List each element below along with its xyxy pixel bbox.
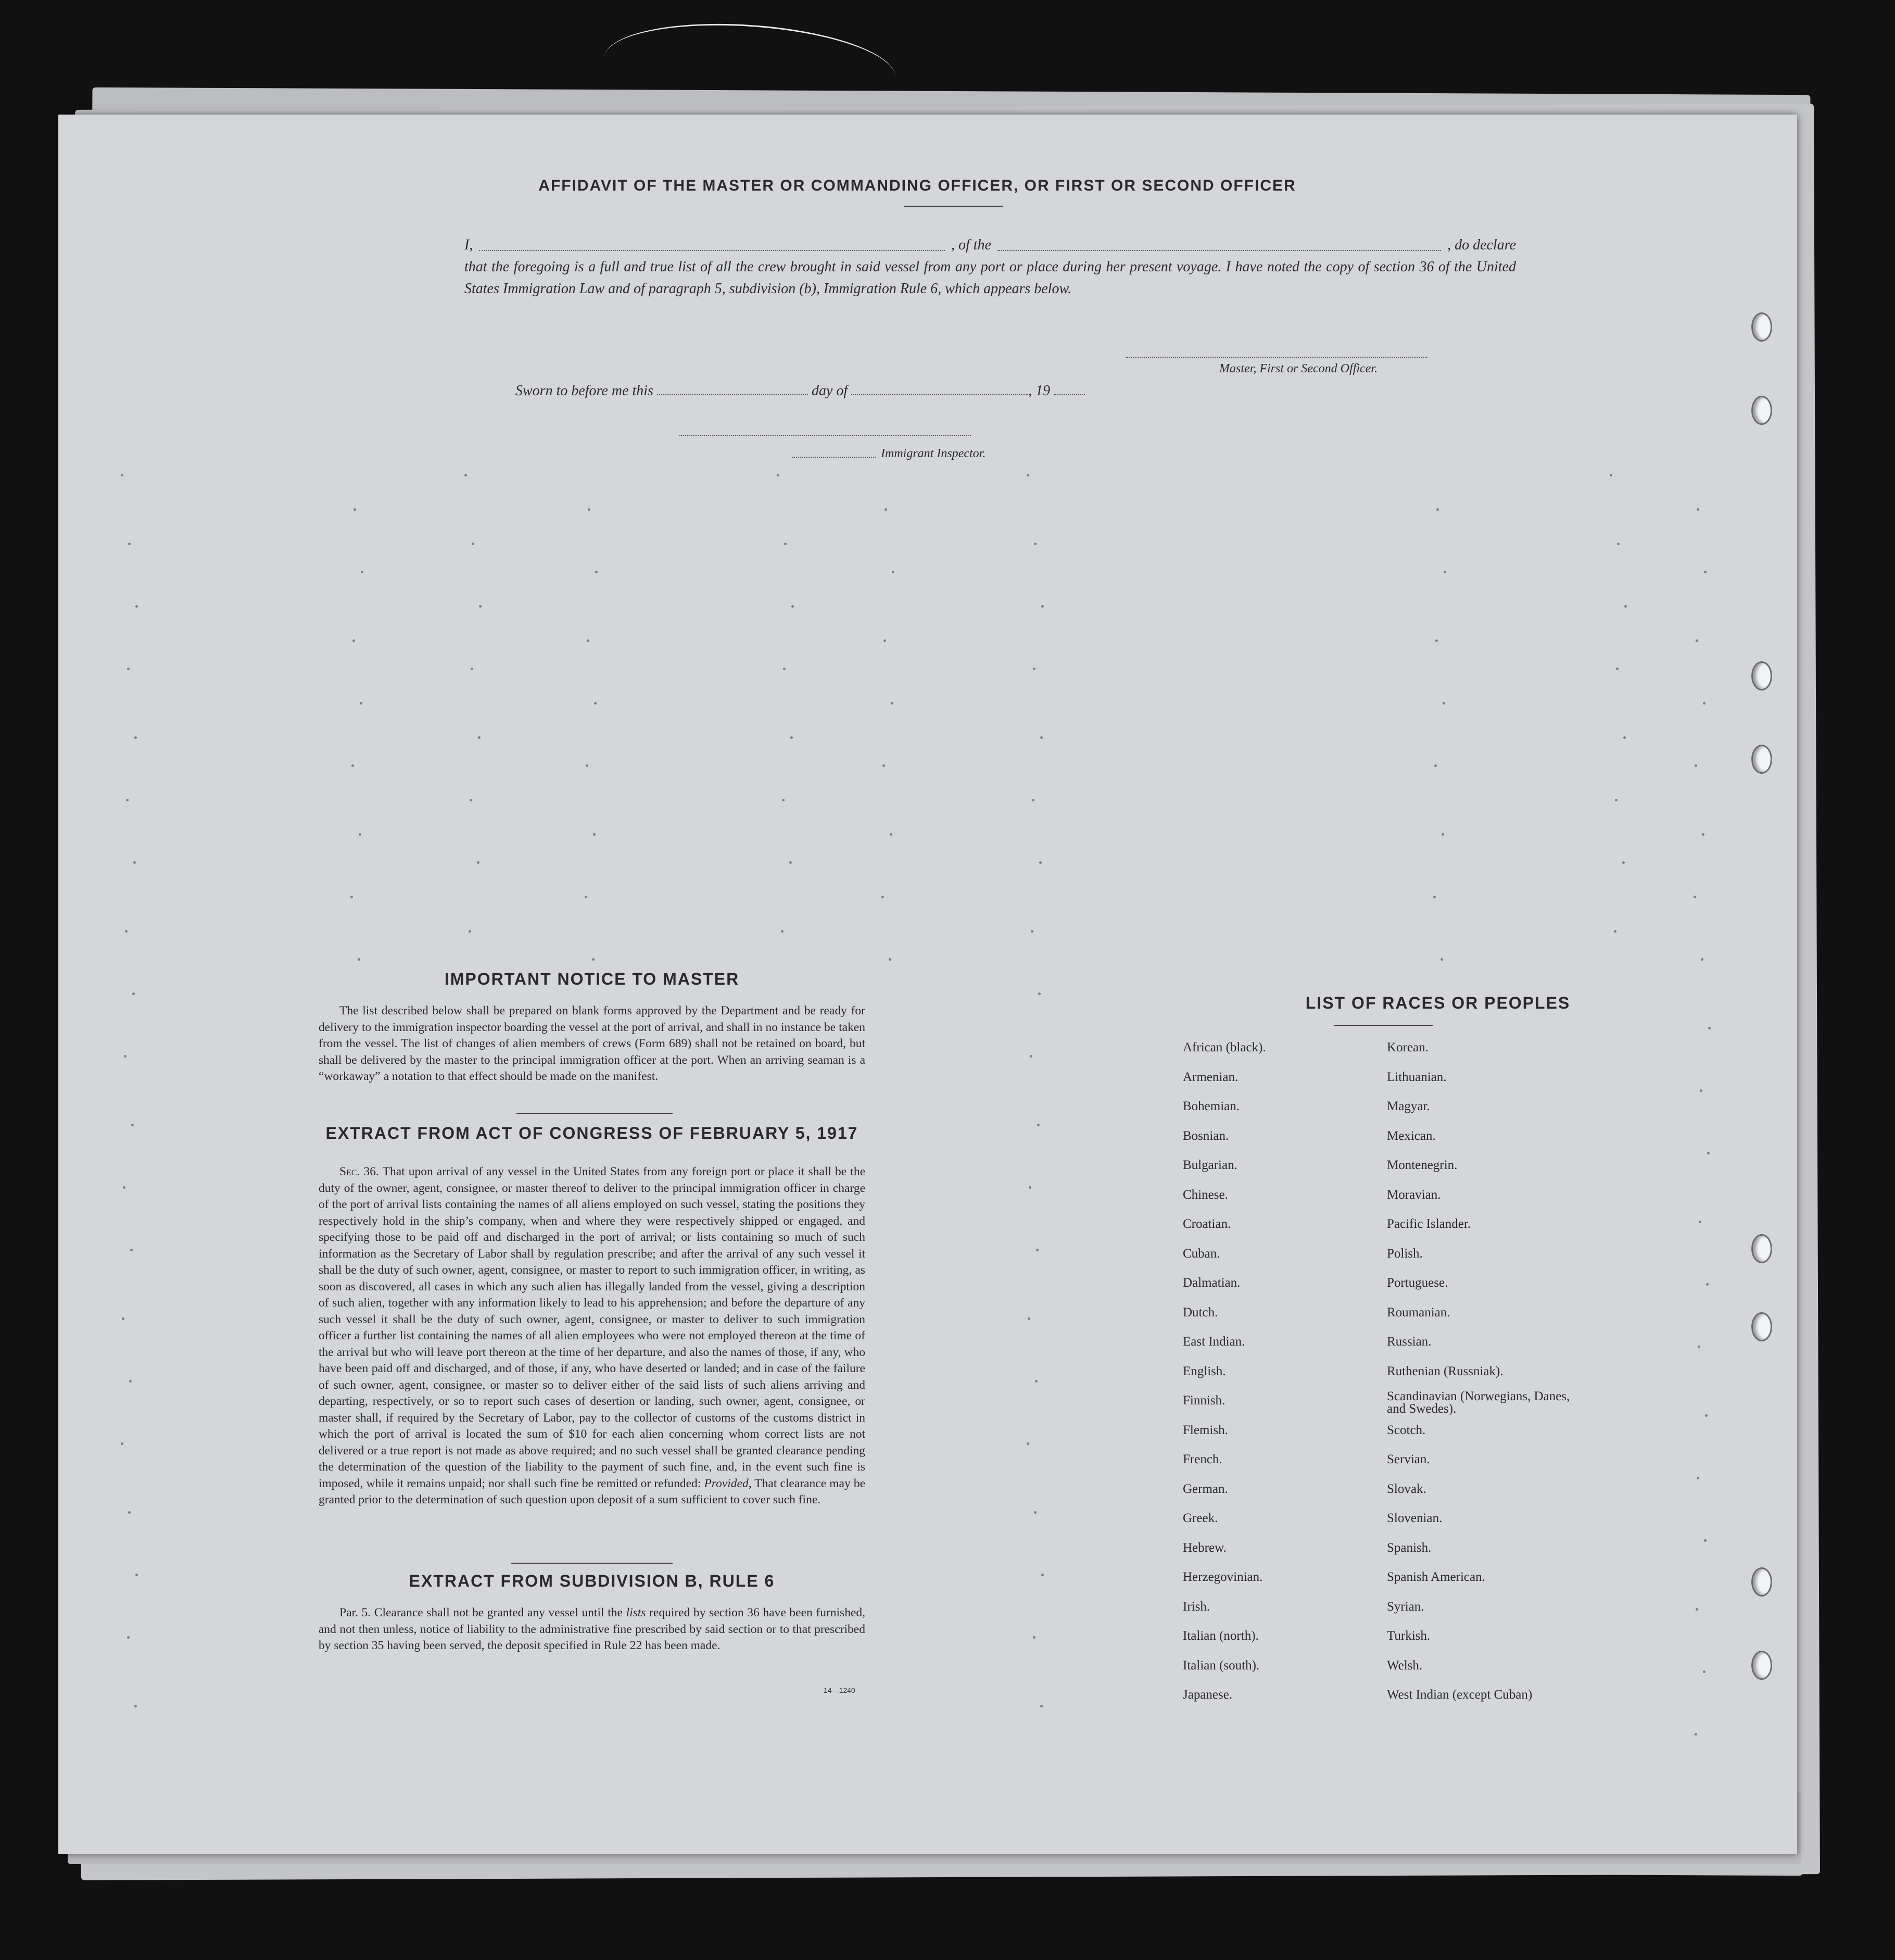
bleed-dot <box>781 930 784 933</box>
subdivision-text-b: required by section 36 have been furnished, and not then unless, notice of liability to the administrative fine prescribed by said section or to that prescribed by section 35 having been served, the deposit specified in Rule 22 has been made. <box>319 1606 866 1652</box>
bleed-dot <box>1705 1414 1708 1417</box>
race-item: Japanese. <box>1183 1688 1233 1702</box>
race-item: Polish. <box>1387 1246 1423 1261</box>
sworn-year: , 19 <box>1028 383 1051 399</box>
bleed-dot <box>135 605 138 608</box>
races-column-1 <box>1183 1033 1370 1710</box>
race-item: French. <box>1183 1452 1222 1466</box>
bleed-dot <box>1617 543 1620 545</box>
race-item: Scotch. <box>1387 1423 1426 1437</box>
bleed-dot <box>592 958 595 961</box>
bleed-dot <box>1697 508 1699 511</box>
bleed-dot <box>479 605 482 608</box>
bleed-dot <box>1038 992 1041 995</box>
notice-text: The list described below shall be prepared on blank forms approved by the Department and be ready for delivery to the immigration inspector boarding the vessel at the port of arrival, and shall in no instance be taken from the vessel. The list of changes of alien members of crews (Form 689) shall not be retained on board, but shall be delivered by the master to the principal immigration officer at the port. When an arriving seaman is a “workaway” a notation to that effect should be made on the manifest. <box>319 1004 865 1083</box>
bleed-dot <box>1041 1574 1044 1576</box>
bleed-dot <box>1703 1670 1706 1673</box>
bleed-dot <box>791 605 794 608</box>
subdivision-text-a: Clearance shall not be granted any vessel until the <box>374 1606 623 1619</box>
sworn-month-blank[interactable] <box>851 394 1028 395</box>
race-item: Irish. <box>1183 1599 1210 1614</box>
race-item: Servian. <box>1387 1452 1430 1466</box>
bleed-dot <box>594 702 597 705</box>
affidavit-i: I, <box>464 237 473 253</box>
bleed-dot <box>1033 668 1035 670</box>
bleed-dot <box>1034 1511 1037 1514</box>
binder-hole-icon <box>1751 312 1772 342</box>
race-item: Greek. <box>1183 1511 1218 1525</box>
bleed-dot <box>881 896 884 898</box>
bleed-dot <box>129 1380 132 1383</box>
bleed-dot <box>131 1124 134 1126</box>
name-blank[interactable] <box>479 234 945 251</box>
races-title: LIST OF RACES OR PEOPLES <box>1305 994 1571 1012</box>
bleed-dot <box>1704 1539 1707 1542</box>
bleed-dot <box>121 474 123 476</box>
sworn-prefix: Sworn to before me this <box>515 383 653 399</box>
binder-hole-icon <box>1751 1651 1772 1680</box>
race-item: Bulgarian. <box>1183 1158 1237 1172</box>
race-item: Welsh. <box>1387 1658 1423 1673</box>
affidavit-statement: that the foregoing is a full and true list of all the crew brought in said vessel from any port or place during her present voyage. I have noted the copy of section 36 of the United States Immigration Law and of paragraph 5, subdivision (b), Immigration Rule 6, which appears below. <box>464 259 1516 297</box>
manifest-page <box>58 115 1797 1854</box>
race-item: African (black). <box>1183 1040 1266 1054</box>
bleed-dot <box>1435 639 1438 642</box>
bleed-dot <box>1696 639 1698 642</box>
bleed-dot <box>1615 799 1618 801</box>
race-item: Lithuanian. <box>1387 1070 1447 1084</box>
bleed-dot <box>353 508 356 511</box>
inspector-signature-blank[interactable] <box>679 435 971 436</box>
race-item: Dalmatian. <box>1183 1276 1241 1290</box>
race-item: Portuguese. <box>1387 1276 1448 1290</box>
bleed-dot <box>1623 736 1626 739</box>
bleed-dot <box>472 543 474 545</box>
bleed-dot <box>126 799 129 801</box>
bleed-dot <box>1624 605 1627 608</box>
bleed-dot <box>883 639 886 642</box>
race-item: Moravian. <box>1387 1187 1441 1202</box>
act-body: That upon arrival of any vessel in the United States from any foreign port or place it shall be the duty of the owner, agent, consignee, or master thereof to deliver to the principal immigration officer in charge of the port of arrival lists containing the names of all aliens employed on such vessel, stating the positions they respectively hold in the ship’s company, when and where they were respectively shipped or engaged, and specifying those to be paid off and discharged in the port of arrival; or lists containing so much of such information as the Secretary of Labor shall by regulation prescribe; and after the arrival of any such vessel it shall be the duty of such owner, agent, consignee, or master to report to such immigration officer, in writing, as soon as discovered, all cases in which any such alien has illegally landed from the vessel, giving a description of such alien, together with any information likely to lead to his apprehension; and before the departure of any such vessel it shall be the duty of such owner, agent, consignee, or master to deliver to such immigration officer a further list containing the names of all alien employees who were not employed thereon at the time of the arrival but who will leave port thereon at the time of her departure, and also the names of those, if any, who have been paid off and discharged, and of those, if any, who have deserted or landed; and in case of the failure of such owner, agent, consignee, or master so to deliver either of the said lists of such aliens arriving and departing, respectively, or so to report such cases of desertion or landing, such owner, agent, consignee, or master shall, if required by the Secretary of Labor, pay to the collector of customs of the customs district in which the port of arrival is located the sum of $10 for each alien concerning whom correct lists are not delivered or a true report is not made as above required; and no such vessel shall be granted clearance pending the determination of the question of the liability to the payment of such fine, and, in the event such fine is imposed, while it remains unpaid; nor shall such fine be remitted or refunded: <box>319 1165 866 1490</box>
bleed-dot <box>1699 1221 1701 1223</box>
section-rule <box>511 1563 673 1564</box>
bleed-dot <box>1433 896 1436 898</box>
notice-title: IMPORTANT NOTICE TO MASTER <box>444 970 740 988</box>
bleed-dot <box>1614 930 1616 933</box>
act-title: EXTRACT FROM ACT OF CONGRESS OF FEBRUARY 5, 1917 <box>325 1124 858 1142</box>
race-item: German. <box>1183 1481 1228 1496</box>
race-item: Flemish. <box>1183 1423 1228 1437</box>
bleed-dot <box>782 799 785 801</box>
race-item: Ruthenian (Russniak). <box>1387 1364 1504 1378</box>
bleed-dot <box>134 736 137 739</box>
race-item: East Indian. <box>1183 1335 1245 1349</box>
race-item: Syrian. <box>1387 1599 1424 1614</box>
binder-hole-icon <box>1751 661 1772 690</box>
bleed-dot <box>1616 668 1619 670</box>
bleed-dot <box>1694 896 1696 898</box>
binder-hole-icon <box>1751 1567 1772 1597</box>
binder-hole-icon <box>1751 1234 1772 1263</box>
binder-hole-icon <box>1751 396 1772 425</box>
bleed-dot <box>1037 1124 1040 1126</box>
bleed-dot <box>1698 1346 1700 1348</box>
section-rule <box>516 1113 673 1114</box>
affidavit-declaration-line <box>464 234 1516 256</box>
race-item: Cuban. <box>1183 1246 1220 1261</box>
race-item: Turkish. <box>1387 1629 1431 1643</box>
bleed-dot <box>1040 1705 1043 1707</box>
affidavit-of-the: , of the <box>951 237 991 253</box>
bleed-dot <box>1444 571 1446 573</box>
bleed-dot <box>593 833 596 836</box>
bleed-dot <box>882 764 885 767</box>
bleed-dot <box>1700 1089 1702 1092</box>
bleed-dot <box>127 668 130 670</box>
race-item: Scandinavian (Norwegians, Danes, and Swedes). <box>1387 1389 1570 1416</box>
race-item: English. <box>1183 1364 1226 1378</box>
race-item: Spanish. <box>1387 1540 1432 1555</box>
bleed-dot <box>1622 861 1625 864</box>
sworn-year-blank[interactable] <box>1054 394 1085 395</box>
bleed-dot <box>1032 799 1034 801</box>
bleed-dot <box>123 1186 125 1189</box>
signature-label: Master, First or Second Officer. <box>1219 362 1378 375</box>
bleed-dot <box>1027 1442 1029 1445</box>
bleed-dot <box>477 861 479 864</box>
bleed-dot <box>133 861 136 864</box>
bleed-dot <box>132 992 135 995</box>
bleed-dot <box>360 702 362 705</box>
affidavit-title: AFFIDAVIT OF THE MASTER OR COMMANDING OFFICER, OR FIRST OR SECOND OFFICER <box>538 177 1296 194</box>
bleed-dot <box>1031 930 1033 933</box>
bleed-dot <box>1036 1249 1039 1251</box>
subdivision-par-label: Par. 5. <box>339 1606 371 1619</box>
races-rule <box>1334 1025 1433 1026</box>
bleed-dot <box>478 736 481 739</box>
race-item: Armenian. <box>1183 1070 1239 1084</box>
binder-hole-icon <box>1751 745 1772 774</box>
bleed-dot <box>1442 833 1444 836</box>
sworn-day-blank[interactable] <box>657 394 808 395</box>
form-number: 14—1240 <box>824 1686 855 1694</box>
bleed-dot <box>135 1574 138 1576</box>
race-item: Pacific Islander. <box>1387 1217 1471 1231</box>
inspector-title-blank <box>792 457 876 458</box>
bleed-dot <box>585 896 587 898</box>
bleed-dot <box>885 508 887 511</box>
race-item: Mexican. <box>1387 1128 1436 1143</box>
bleed-dot <box>1040 736 1043 739</box>
bleed-dot <box>784 543 787 545</box>
race-item: Italian (north). <box>1183 1629 1259 1643</box>
race-item: Russian. <box>1387 1335 1432 1349</box>
bleed-dot <box>350 896 353 898</box>
race-item: Hebrew. <box>1183 1540 1227 1555</box>
signature-blank[interactable] <box>1126 357 1427 358</box>
race-item: Montenegrin. <box>1387 1158 1458 1172</box>
bleed-dot <box>1027 474 1029 476</box>
race-item: Magyar. <box>1387 1099 1430 1113</box>
race-item: Bohemian. <box>1183 1099 1240 1113</box>
bleed-dot <box>1704 571 1707 573</box>
sworn-line <box>515 383 1085 399</box>
affidavit-declare: , do declare <box>1447 237 1516 253</box>
bleed-dot <box>1434 764 1437 767</box>
bleed-dot <box>1697 1477 1699 1479</box>
act-body-end: That clearance may be granted prior to the determination of such question upon deposit of a sum sufficient to cover such fine. <box>319 1476 866 1506</box>
bleed-dot <box>121 1442 123 1445</box>
race-item: Herzegovinian. <box>1183 1570 1263 1584</box>
bleed-dot <box>1443 702 1445 705</box>
bleed-dot <box>1696 1608 1698 1611</box>
affidavit-body <box>464 234 1516 300</box>
bleed-dot <box>134 1705 137 1707</box>
race-item: Finnish. <box>1183 1393 1226 1408</box>
bleed-dot <box>1033 1636 1035 1639</box>
race-item: Bosnian. <box>1183 1128 1229 1143</box>
act-text <box>319 1164 865 1509</box>
act-provided-label: Provided, <box>704 1476 752 1490</box>
bleed-dot <box>130 1249 133 1251</box>
bleed-dot <box>890 833 892 836</box>
race-item: Slovak. <box>1387 1481 1426 1496</box>
bleed-dot <box>1702 833 1704 836</box>
bleed-dot <box>789 861 792 864</box>
bleed-dot <box>358 958 360 961</box>
bleed-dot <box>1610 474 1612 476</box>
race-item: Croatian. <box>1183 1217 1231 1231</box>
bleed-dot <box>587 639 589 642</box>
bleed-dot <box>1707 1152 1710 1154</box>
bleed-dot <box>1441 958 1443 961</box>
bleed-dot <box>464 474 467 476</box>
bleed-dot <box>1436 508 1439 511</box>
bleed-dot <box>1028 1317 1030 1320</box>
subdivision-lists-word: lists <box>626 1606 646 1619</box>
race-item: West Indian (except Cuban) <box>1387 1688 1533 1702</box>
subdivision-title: EXTRACT FROM SUBDIVISION B, RULE 6 <box>409 1572 775 1590</box>
bleed-dot <box>892 571 894 573</box>
bleed-dot <box>351 764 354 767</box>
bleed-dot <box>471 668 473 670</box>
bleed-dot <box>122 1317 124 1320</box>
bleed-dot <box>469 930 471 933</box>
bleed-dot <box>1041 605 1044 608</box>
bleed-dot <box>790 736 793 739</box>
bleed-dot <box>470 799 472 801</box>
bleed-dot <box>1030 1055 1032 1058</box>
bleed-dot <box>128 1511 131 1514</box>
act-section-label: Sec. 36. <box>339 1165 379 1178</box>
bleed-dot <box>586 764 588 767</box>
bleed-dot <box>889 958 891 961</box>
bleed-dot <box>1706 1283 1709 1286</box>
bleed-dot <box>1695 764 1697 767</box>
race-item: Slovenian. <box>1387 1511 1443 1525</box>
bleed-dot <box>777 474 779 476</box>
bleed-dot <box>1034 543 1037 545</box>
inspector-label: Immigrant Inspector. <box>881 447 986 460</box>
race-item: Spanish American. <box>1387 1570 1485 1584</box>
bleed-dot <box>595 571 598 573</box>
bleed-dot <box>1708 1027 1711 1029</box>
bleed-dot <box>128 543 131 545</box>
bleed-dot <box>125 930 128 933</box>
bleed-dot <box>1039 861 1042 864</box>
bleed-dot <box>1703 702 1706 705</box>
bleed-dot <box>1701 958 1703 961</box>
races-column-2 <box>1387 1033 1595 1710</box>
race-item: Chinese. <box>1183 1187 1228 1202</box>
race-item: Roumanian. <box>1387 1305 1450 1320</box>
bleed-dot <box>1695 1733 1697 1736</box>
binder-hole-icon <box>1751 1312 1772 1341</box>
sworn-day-of: day of <box>811 383 848 399</box>
subdivision-text <box>319 1605 865 1654</box>
bleed-dot <box>783 668 786 670</box>
bleed-dot <box>361 571 363 573</box>
title-rule <box>904 206 1003 207</box>
race-item: Korean. <box>1387 1040 1429 1054</box>
bleed-dot <box>1029 1186 1031 1189</box>
bleed-dot <box>127 1636 130 1639</box>
bleed-dot <box>359 833 361 836</box>
bleed-dot <box>1035 1380 1038 1383</box>
bleed-dot <box>588 508 590 511</box>
race-item: Dutch. <box>1183 1305 1218 1320</box>
vessel-blank[interactable] <box>997 234 1441 251</box>
bleed-dot <box>891 702 893 705</box>
bleed-dot <box>124 1055 127 1058</box>
bleed-dot <box>352 639 355 642</box>
race-item: Italian (south). <box>1183 1658 1260 1673</box>
